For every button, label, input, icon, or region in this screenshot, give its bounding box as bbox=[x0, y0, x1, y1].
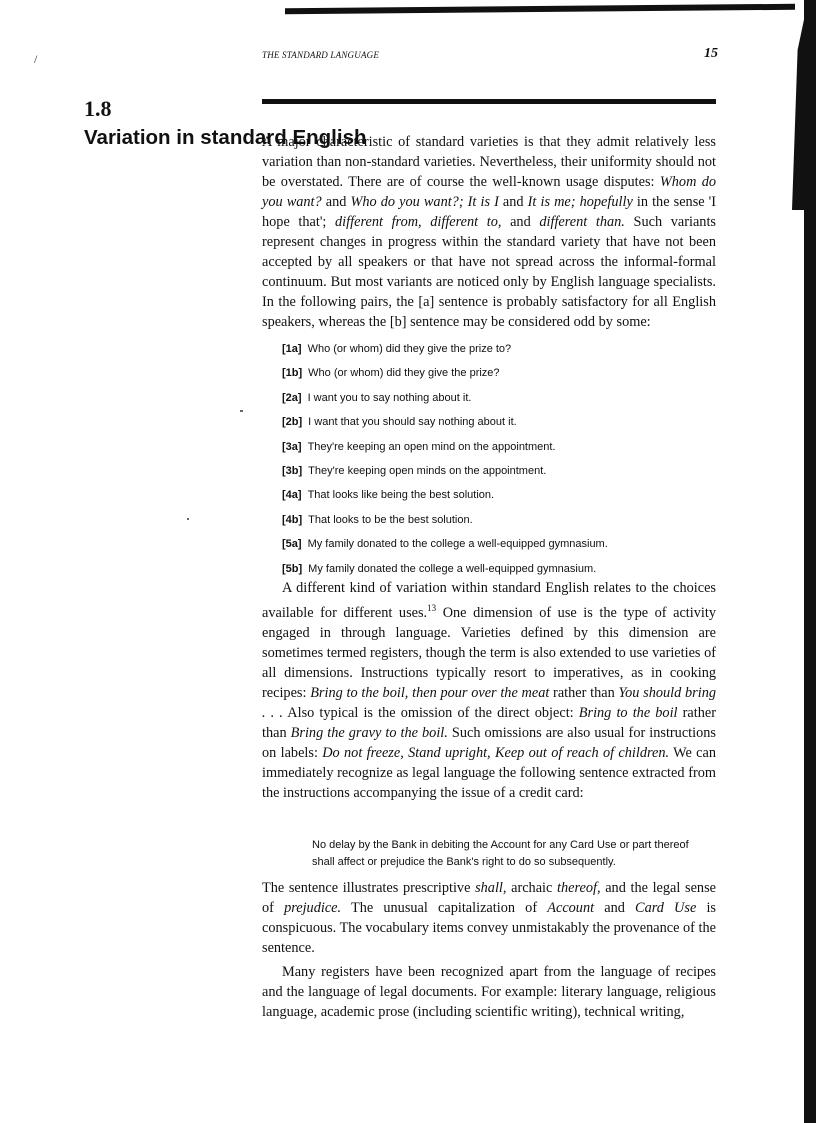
example-item bbox=[282, 537, 702, 561]
example-item bbox=[282, 342, 702, 366]
example-label: [1a] bbox=[282, 343, 302, 355]
example-label: [2a] bbox=[282, 391, 302, 404]
example-label: [5b] bbox=[282, 562, 303, 575]
scan-speck bbox=[187, 518, 189, 520]
example-label: [2b] bbox=[282, 416, 303, 429]
example-item bbox=[282, 488, 702, 512]
example-text: Who (or whom) did they give the prize to? bbox=[307, 343, 512, 355]
header-rule bbox=[262, 99, 716, 104]
running-head: THE STANDARD LANGUAGE bbox=[262, 50, 380, 60]
paragraph-1: A major characteristic of standard varieties is that they admit relatively less variation than non-standard varieties. Nevertheless, their uniformity should not be overstated. There are of course the well-known usage disputes: Whom do you want? and Who do you want?; It is I and It is me; hopefully in the sense 'I hope that'; different from, different to, and different than. Such variants represent changes in progress within the standard variety that have not been accepted by all speakers or that have not spread across the informal-formal continuum. But most variants are noticed only by English language specialists. In the following pairs, the [a] sentence is probably satisfactory for all English speakers, whereas the [b] sentence may be considered odd by some: bbox=[262, 134, 717, 330]
example-item bbox=[282, 464, 702, 488]
example-item bbox=[282, 440, 702, 464]
example-item bbox=[282, 366, 702, 390]
example-text: They're keeping an open mind on the appointment. bbox=[307, 440, 556, 453]
footnote-ref: 13 bbox=[427, 603, 437, 613]
example-text: My family donated the college a well-equipped gymnasium. bbox=[308, 562, 597, 575]
example-text: That looks to be the best solution. bbox=[308, 513, 473, 526]
example-item bbox=[282, 391, 702, 415]
paragraph-4: Many registers have been recognized apart from the language of recipes and the language of legal documents. For example: literary language, religious language, academic prose (including scientific writing), technical writing, bbox=[262, 964, 716, 1020]
section-number: 1.8 bbox=[84, 96, 112, 121]
example-text: I want you to say nothing about it. bbox=[307, 391, 472, 404]
block-quote: No delay by the Bank in debiting the Account for any Card Use or part thereof shall affect or prejudice the Bank's right to do so subsequently. bbox=[312, 839, 689, 868]
scan-speck bbox=[240, 410, 243, 412]
margin-mark: / bbox=[34, 52, 38, 66]
top-scan-rule bbox=[285, 4, 795, 14]
example-text: They're keeping open minds on the appointment. bbox=[308, 464, 547, 477]
example-text: Who (or whom) did they give the prize? bbox=[308, 367, 500, 380]
example-item bbox=[282, 415, 702, 439]
right-scan-edge bbox=[790, 0, 816, 1123]
example-label: [4b] bbox=[282, 513, 303, 526]
example-label: [3a] bbox=[282, 440, 302, 453]
section-title: Variation in standard English bbox=[84, 126, 367, 149]
example-text: That looks like being the best solution. bbox=[307, 489, 495, 502]
paragraph-3: The sentence illustrates prescriptive shall, archaic thereof, and the legal sense of prejudice. The unusual capitalization of Account and Card Use is conspicuous. The vocabulary items convey unmistakably the provenance of the sentence. bbox=[262, 880, 716, 956]
paragraph-2: A different kind of variation within standard English relates to the choices available for different uses.$^{13}$ One dimension of use is the type of activity engaged in through language. Varieties defined by this dimension are sometimes termed registers, though the term is also extended to use varieties of all dimensions. Instructions typically resort to imperatives, as in cooking recipes: Bring to the boil, then pour over the meat rather than You should bring . . . Also typical is the omission of the direct object: Bring to the boil rather than Bring the gravy to the boil. Such omissions are also usual for instructions on labels: Do not freeze, Stand upright, Keep out of reach of children. We can immediately recognize as legal language the following sentence extracted from the instructions accompanying the issue of a credit card: bbox=[262, 580, 716, 801]
example-label: [5a] bbox=[282, 538, 302, 551]
example-list bbox=[282, 342, 702, 586]
example-text: My family donated to the college a well-equipped gymnasium. bbox=[307, 538, 608, 551]
page-number: 15 bbox=[704, 46, 718, 61]
example-label: [1b] bbox=[282, 367, 303, 380]
example-label: [4a] bbox=[282, 489, 302, 502]
example-item bbox=[282, 513, 702, 537]
example-text: I want that you should say nothing about it. bbox=[308, 416, 517, 429]
example-label: [3b] bbox=[282, 464, 303, 477]
